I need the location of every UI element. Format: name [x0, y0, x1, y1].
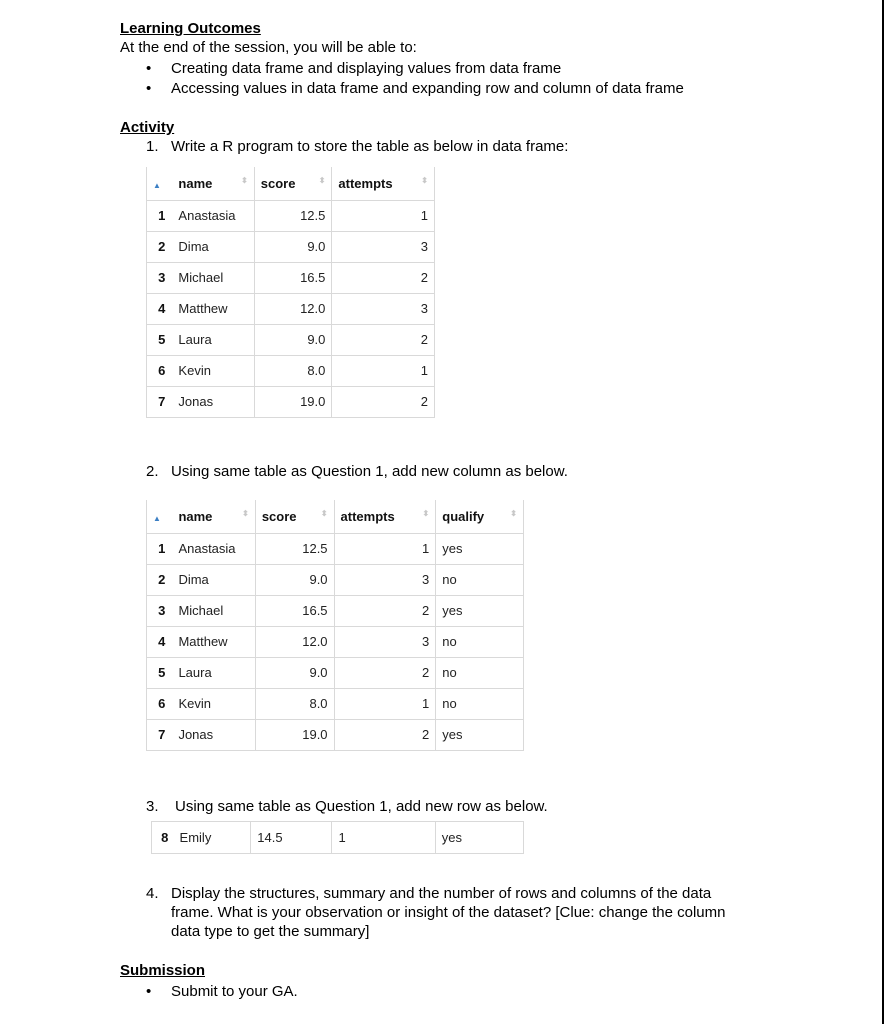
learning-bullet-2: Accessing values in data frame and expanding row and column of data frame: [171, 80, 684, 97]
question-1-number: 1.: [146, 138, 159, 155]
question-4-line-1: Display the structures, summary and the number of rows and columns of the data: [171, 885, 712, 902]
sort-icon: ⬍: [421, 176, 428, 185]
cell-name: Matthew: [172, 293, 254, 324]
question-2-text: Using same table as Question 1, add new column as below.: [171, 463, 568, 480]
row-index: 6: [147, 355, 173, 386]
cell-name: Laura: [172, 657, 255, 688]
cell-name: Anastasia: [172, 200, 254, 231]
sort-asc-icon[interactable]: ▲: [147, 167, 173, 200]
table-cell: 12.5: [255, 533, 334, 564]
bullet-dot-icon: •: [146, 80, 152, 97]
table-row: [147, 293, 435, 324]
table-row: [147, 595, 524, 626]
table-cell: 12.0: [254, 293, 332, 324]
table-cell: 1: [332, 200, 435, 231]
table-row: [147, 626, 524, 657]
sort-icon: ⬍: [241, 176, 248, 185]
question-3-number: 3.: [146, 798, 159, 815]
cell-name: Anastasia: [172, 533, 255, 564]
cell-name: Jonas: [172, 719, 255, 750]
table-cell: 2: [334, 595, 436, 626]
table-cell: 3: [334, 564, 436, 595]
table-cell: 2: [334, 719, 436, 750]
row-index: 3: [147, 595, 173, 626]
table-header-row: [147, 167, 435, 200]
table-cell: 2: [332, 324, 435, 355]
table-cell: 9.0: [255, 657, 334, 688]
row-index: 1: [147, 200, 173, 231]
activity-heading: Activity: [120, 119, 175, 136]
question-4-number: 4.: [146, 885, 159, 902]
cell-name: Kevin: [172, 688, 255, 719]
table-cell: yes: [436, 595, 524, 626]
cell-name: Matthew: [172, 626, 255, 657]
bullet-dot-icon: •: [146, 60, 152, 77]
submission-bullet-1: Submit to your GA.: [171, 983, 298, 1000]
cell-attempts: 1: [332, 822, 435, 854]
sort-icon: ⬍: [318, 176, 326, 185]
column-header[interactable]: attempts ⬍: [334, 500, 436, 533]
table-row: [147, 200, 435, 231]
row-index: 7: [147, 386, 173, 417]
table-cell: 9.0: [255, 564, 334, 595]
table-header-row: [147, 500, 524, 533]
cell-name: Dima: [172, 231, 254, 262]
sort-icon: ⬍: [242, 509, 249, 518]
table-cell: 2: [332, 386, 435, 417]
table-cell: 19.0: [254, 386, 332, 417]
data-frame-table-2: [146, 500, 524, 751]
table-row: [147, 386, 435, 417]
question-3-text: Using same table as Question 1, add new row as below.: [175, 798, 548, 815]
table-cell: no: [436, 564, 524, 595]
question-2-number: 2.: [146, 463, 159, 480]
table-cell: 12.0: [255, 626, 334, 657]
row-index: 3: [147, 262, 173, 293]
column-header[interactable]: score ⬍: [254, 167, 332, 200]
table-cell: 8.0: [254, 355, 332, 386]
question-4-line-2: frame. What is your observation or insight of the dataset? [Clue: change the column: [171, 904, 726, 921]
cell-name: Laura: [172, 324, 254, 355]
learning-intro: At the end of the session, you will be able to:: [120, 39, 417, 56]
sort-asc-icon[interactable]: ▲: [147, 500, 173, 533]
table-cell: yes: [436, 533, 524, 564]
row-index: 6: [147, 688, 173, 719]
column-header[interactable]: qualify ⬍: [436, 500, 524, 533]
table-cell: 8.0: [255, 688, 334, 719]
table-row: [147, 688, 524, 719]
table-cell: 2: [332, 262, 435, 293]
table-row: [147, 533, 524, 564]
submission-heading: Submission: [120, 962, 206, 979]
sort-icon: ⬍: [422, 509, 430, 518]
table-cell: 1: [334, 533, 436, 564]
table-cell: no: [436, 626, 524, 657]
table-cell: no: [436, 688, 524, 719]
table-cell: no: [436, 657, 524, 688]
table-row: [147, 324, 435, 355]
table-row: [147, 564, 524, 595]
table-row: [152, 822, 524, 854]
table-cell: 16.5: [254, 262, 332, 293]
row-index: 4: [147, 293, 173, 324]
table-row: [147, 231, 435, 262]
learning-outcomes-heading: Learning Outcomes: [120, 20, 261, 37]
table-cell: 3: [332, 293, 435, 324]
cell-name: Jonas: [172, 386, 254, 417]
cell-name: Dima: [172, 564, 255, 595]
row-index: 4: [147, 626, 173, 657]
table-row: [147, 262, 435, 293]
table-row: [147, 657, 524, 688]
table-cell: 9.0: [254, 231, 332, 262]
row-index: 2: [147, 231, 173, 262]
cell-score: 14.5: [251, 822, 332, 854]
row-index: 8: [152, 822, 174, 854]
cell-qualify: yes: [435, 822, 523, 854]
question-1-text: Write a R program to store the table as below in data frame:: [171, 138, 569, 155]
row-index: 5: [147, 324, 173, 355]
table-cell: 3: [334, 626, 436, 657]
row-index: 7: [147, 719, 173, 750]
question-4-line-3: data type to get the summary]: [171, 923, 370, 940]
table-cell: 9.0: [254, 324, 332, 355]
cell-name: Michael: [172, 262, 254, 293]
learning-bullet-1: Creating data frame and displaying values from data frame: [171, 60, 562, 77]
sort-icon: ⬍: [320, 509, 328, 518]
data-frame-table-1: [146, 167, 435, 418]
column-header[interactable]: attempts ⬍: [332, 167, 435, 200]
table-cell: 1: [332, 355, 435, 386]
table-row: [147, 355, 435, 386]
cell-name: Emily: [174, 822, 251, 854]
table-cell: 12.5: [254, 200, 332, 231]
column-header[interactable]: name ⬍: [172, 500, 255, 533]
column-header[interactable]: name ⬍: [172, 167, 254, 200]
table-row: [147, 719, 524, 750]
cell-name: Kevin: [172, 355, 254, 386]
table-cell: 2: [334, 657, 436, 688]
row-index: 1: [147, 533, 173, 564]
sort-icon: ⬍: [510, 509, 517, 518]
table-cell: 19.0: [255, 719, 334, 750]
column-header[interactable]: score ⬍: [255, 500, 334, 533]
table-cell: 16.5: [255, 595, 334, 626]
table-cell: 1: [334, 688, 436, 719]
table-cell: yes: [436, 719, 524, 750]
table-cell: 3: [332, 231, 435, 262]
row-index: 5: [147, 657, 173, 688]
new-row-table: [151, 821, 524, 854]
bullet-dot-icon: •: [146, 983, 152, 1000]
cell-name: Michael: [172, 595, 255, 626]
row-index: 2: [147, 564, 173, 595]
